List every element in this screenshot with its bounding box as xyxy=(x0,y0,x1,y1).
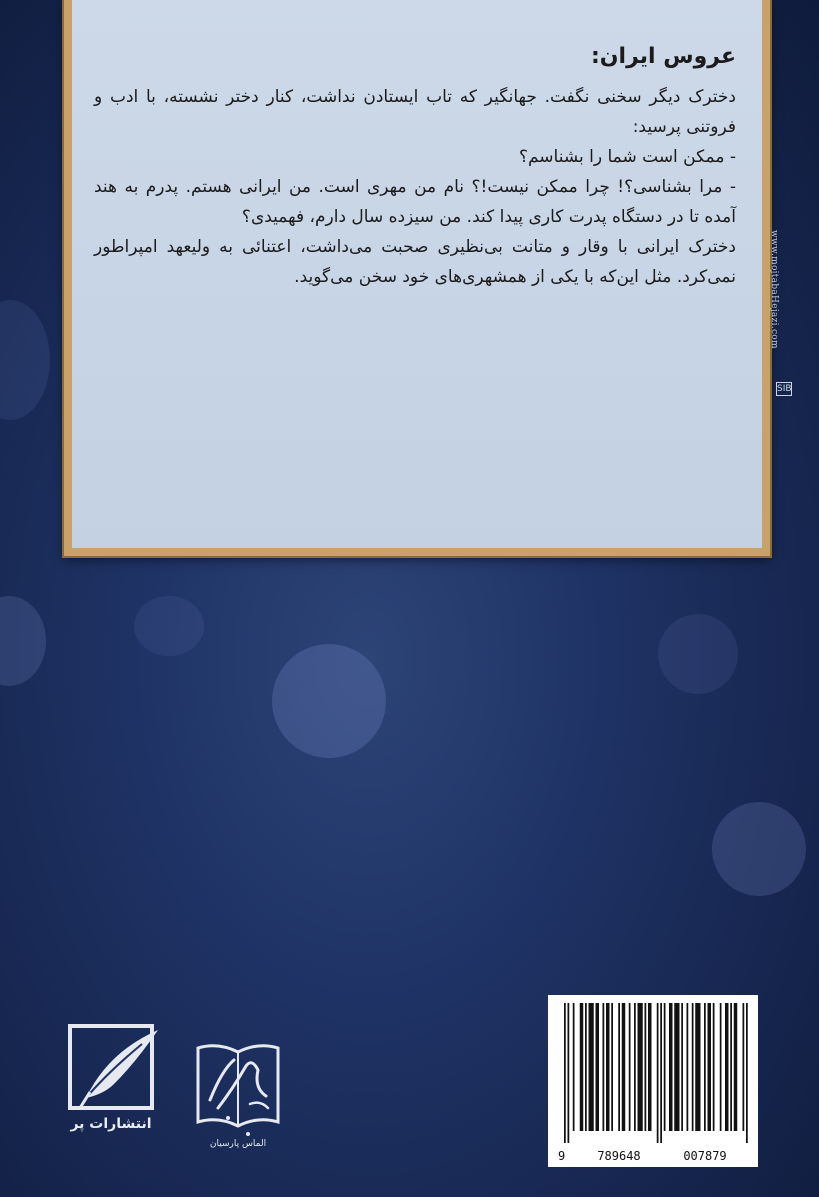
barcode-bar xyxy=(669,1003,673,1131)
almas-logo-text: الماس پارسیان xyxy=(209,1139,267,1149)
barcode-bar xyxy=(730,1003,732,1131)
barcode-bar xyxy=(704,1003,706,1131)
blurb-paragraph: - ممکن است شما را بشناسم؟ xyxy=(518,147,736,167)
blurb-paragraph: دخترک ایرانی با وقار و متانت بی‌نظیری صحبت می‌داشت، اعتنائی به ولیعهد امپراطور نمی‌کرد. مثل این‌که با یکی از همشهری‌های خود سخن می‌گوید. xyxy=(94,237,736,287)
isbn-digits xyxy=(558,1149,748,1163)
bokeh-circle xyxy=(272,644,386,758)
barcode-bar xyxy=(618,1003,620,1131)
isbn-group-1: 789648 xyxy=(597,1149,641,1163)
barcode-bar xyxy=(708,1003,712,1131)
barcode-bars xyxy=(558,1003,748,1143)
barcode-bar xyxy=(664,1003,666,1131)
barcode-bar xyxy=(634,1003,636,1131)
barcode-bar xyxy=(611,1003,613,1131)
barcode-bar xyxy=(606,1003,610,1131)
isbn-lead-digit: 9 xyxy=(558,1149,566,1163)
blurb-paragraph: دخترک دیگر سخنی نگفت. جهانگیر که تاب ایستادن نداشت، کنار دختر نشسته، با ادب و فروتنی پرسید: xyxy=(94,87,736,137)
book-title: عروس ایران: xyxy=(590,44,736,69)
barcode-bar xyxy=(564,1003,566,1143)
bokeh-circle xyxy=(0,596,46,686)
blurb-paragraph: - مرا بشناسی؟! چرا ممکن نیست!؟ نام من مهری است. من ایرانی هستم. پدرم به هند آمده تا در دستگاه پدرت کاری پیدا کند. من سیزده سال دارم، فهمیدی؟ xyxy=(94,177,736,227)
barcode-bar xyxy=(596,1003,600,1131)
bokeh-circle xyxy=(0,300,50,420)
bokeh-circle xyxy=(712,802,806,896)
designer-mark-icon: SIB xyxy=(777,384,792,394)
almas-parsian-logo xyxy=(188,1030,288,1150)
barcode-bar xyxy=(585,1003,587,1131)
barcode-bar xyxy=(660,1003,662,1143)
barcode-bar xyxy=(645,1003,647,1131)
bokeh-circle xyxy=(658,614,738,694)
website-url[interactable]: www.mojtabaHejazi.com xyxy=(769,230,779,349)
blurb-text xyxy=(94,40,736,292)
bokeh-circle xyxy=(134,596,204,656)
barcode-bar xyxy=(695,1003,700,1131)
par-publisher-label: انتشارات پر xyxy=(70,1116,152,1132)
barcode-bar xyxy=(692,1003,694,1131)
text-panel xyxy=(64,0,770,556)
barcode-bar xyxy=(657,1003,659,1143)
barcode-bar xyxy=(603,1003,605,1131)
barcode-bar xyxy=(638,1003,643,1131)
barcode-bar xyxy=(568,1003,570,1143)
barcode-bar xyxy=(720,1003,722,1131)
barcode-bar xyxy=(648,1003,652,1131)
barcode-bar xyxy=(746,1003,748,1143)
barcode-bar xyxy=(589,1003,594,1131)
barcode-bar xyxy=(573,1003,575,1131)
barcode-bar xyxy=(734,1003,738,1131)
barcode-bar xyxy=(622,1003,626,1131)
isbn-barcode xyxy=(548,995,758,1167)
barcode-bar xyxy=(743,1003,745,1131)
isbn-group-2: 007879 xyxy=(683,1149,727,1163)
barcode-bar xyxy=(725,1003,729,1131)
barcode-bar xyxy=(674,1003,679,1131)
barcode-bar xyxy=(687,1003,689,1131)
barcode-bar xyxy=(580,1003,584,1131)
barcode-bar xyxy=(629,1003,631,1131)
barcode-bar xyxy=(713,1003,715,1131)
barcode-bar xyxy=(681,1003,683,1131)
